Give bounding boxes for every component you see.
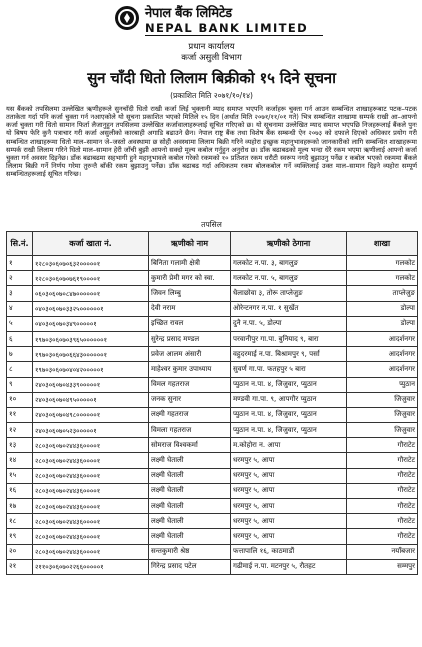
table-row (7, 423, 418, 438)
published-date: (प्रकाशित मिति २०७१/१०/१४) (170, 91, 253, 100)
branch-cell: जिजुवार (347, 407, 418, 422)
table-row (7, 559, 418, 574)
table-row (7, 514, 418, 529)
branch-cell: नयाँबजार (347, 544, 418, 559)
account-number-cell: २८०३०६०७०२४४३६००००१ (33, 453, 149, 468)
account-number-cell: २४०३०६०७०५२३०००००१ (33, 423, 149, 438)
branch-cell: गौराटेट (347, 529, 418, 544)
header-rule (145, 35, 323, 36)
borrower-name-cell: लक्ष्मी घेताली (149, 483, 231, 498)
serial-cell: १० (7, 392, 33, 407)
serial-cell: १ (7, 256, 33, 271)
serial-cell: ९ (7, 377, 33, 392)
borrower-address-cell: धरमपुर ५, आपा (231, 514, 347, 529)
borrower-name-cell: गिरेन्द्र प्रसाद पटेल (149, 559, 231, 574)
borrower-address-cell: प्युठान न.पा. ४, जिजुवार, प्युठान (231, 407, 347, 422)
serial-cell: ३ (7, 286, 33, 301)
borrower-address-cell: फत्तापालि १६, काठमाडौं (231, 544, 347, 559)
branch-cell: गौराटेट (347, 499, 418, 514)
branch-cell: ताप्लेजुङ (347, 286, 418, 301)
serial-cell: १४ (7, 453, 33, 468)
bank-name-nepali: नेपाल बैंक लिमिटेड (145, 6, 232, 21)
borrower-address-cell: वहुदरमाई न.पा. बिश्रामपुर ९, पर्सा (231, 347, 347, 362)
serial-cell: ८ (7, 362, 33, 377)
borrower-name-cell: देवी नराम (149, 301, 231, 316)
table-row (7, 544, 418, 559)
borrower-name-cell: लक्ष्मी घेताली (149, 453, 231, 468)
borrower-name-cell: सन्तकुमारी श्रेष्ठ (149, 544, 231, 559)
borrower-address-cell: धरमपुर ५, आपा (231, 468, 347, 483)
account-number-cell: २११०३०६०७०२२६६०००००१ (33, 559, 149, 574)
borrower-address-cell: धरमपुर ५, आपा (231, 483, 347, 498)
serial-cell: ६ (7, 331, 33, 346)
serial-cell: १६ (7, 483, 33, 498)
branch-cell: प्युठान (347, 377, 418, 392)
notice-body-text: यस बैंकको तपसिलमा उल्लेखित ऋणीहरूले सुनचाँदी धितो राखी कर्जा लिई भुक्तानी म्याद समाप्त भएपनि कर्जाहरू चुक्ता गर्न आउन सम्बन्धित शाखाहरूबाट पटक–पटक तताकेता गर्दा पनि कर्जा चुक्ता गर्न नआएकोले यो सूचना प्रकाशित भएको मितिले १५ दिन (अर्थात मिति २०७१/११/०१ गते) भित्र सम्बन्धित शाखामा सम्पर्क राखी आ–आफ्नो कर्जा चुक्ता गरी धितो सामान फिर्ता लैजानुहुन तपसिलमा उल्लेखित कर्जावालाहरूलाई सूचित गरिएको छ। यो सूचनामा उल्लेखित म्याद समाप्त भएपछि निजहरूलाई बैंकले पुनः यो बिषय फेरि कुनै पत्राचार गरी कर्जा असुलीको कारबाही अगाडि बढाउने छैन। नेपाल राष्ट्र बैंक तथा विशेष बैंक सम्बन्धी ऐन २०७३ को दफाले दिएको अधिकार प्रयोग गरी सम्बन्धित शाखाहरूमा धितो माल–सामान जे–जस्तो अवस्थामा छ सोही अवस्थामा लिलाम बिक्री गरिने व्यहोरा इच्छुक महानुभावहरूको जानकारीको लागि सम्बन्धित शाखाहरूमा सम्पर्क राखी लिलाम गरिने धितो माल–सामान हेरी जाँची बुझी आफ्नो सक्दो मूल्य कबोल गर्नुहुन अनुरोध छ। डाँक बढाबढको मूल्य भन्दा धेरै रकम भएमा ऋणीलाई आफ्नो कर्जा चुक्ता गर्न अवसर दिइनेछ। डाँक बढाबढमा सहभागी हुने महानुभावले कबोल गरेको रकमको १० प्रतिशत रकम धरौटी स्वरूप नगदै बुझाउनु पर्नेछ र कबोल भएको रकममा बैंकले लिलाम बिक्री गर्ने निर्णय गरेमा तुरुन्तै बाँकी रकम बुझाउनु पर्नेछ। डाँक बढाबढ गर्दा अधिकतम रकम बोलकबोल गर्ने व्यक्तिलाई उक्त माल–सामान दिइने व्यहोरा सम्पूर्ण सम्बन्धितहरूलाई सूचित गरिन्छ। (6, 105, 417, 179)
account-number-cell: २८०३०६०७०२४४३६००००१ (33, 483, 149, 498)
table-row (7, 453, 418, 468)
borrower-name-cell: लक्ष्मी घेताली (149, 468, 231, 483)
notice-title: सुन चाँदी धितो लिलाम बिक्रीको १५ दिने सूचना (87, 69, 336, 87)
borrower-address-cell: मण्डवी गा.पा. ९, आपगौर प्युठान (231, 392, 347, 407)
branch-cell: गलकोट (347, 256, 418, 271)
account-number-cell: १९७०३०६०७०४०४२०००००१ (33, 362, 149, 377)
table-row (7, 499, 418, 514)
serial-cell: ११ (7, 407, 33, 422)
table-row (7, 362, 418, 377)
borrower-table (6, 231, 418, 575)
branch-cell: गौराटेट (347, 438, 418, 453)
borrower-name-cell: सोमराज विश्वकर्मा (149, 438, 231, 453)
bank-emblem-icon (114, 5, 140, 31)
table-row (7, 468, 418, 483)
borrower-name-cell: कुमारी प्रेमी मगर को स्वा. (149, 271, 231, 286)
borrower-name-cell: इच्छित रावल (149, 316, 231, 331)
serial-cell: १९ (7, 529, 33, 544)
serial-cell: १२ (7, 423, 33, 438)
borrower-name-cell: लक्ष्मी घेताली (149, 529, 231, 544)
table-header-row (7, 232, 418, 256)
borrower-address-cell: दुनै न.पा. ५, डोल्पा (231, 316, 347, 331)
col-header-branch: शाखा (347, 232, 418, 256)
borrower-name-cell: विमला गहतराज (149, 423, 231, 438)
table-row (7, 286, 418, 301)
account-number-cell: २८०३०६०७०२४४३६००००१ (33, 544, 149, 559)
borrower-address-cell: प्युठान न.पा. ४, जिजुवार, प्युठान (231, 423, 347, 438)
bank-header (6, 2, 417, 38)
account-number-cell: १९७०३०६०७०३९६५००००००१ (33, 331, 149, 346)
borrower-name-cell: प्रवेज आलम अंसारी (149, 347, 231, 362)
table-row (7, 377, 418, 392)
branch-cell: आदर्शनगर (347, 347, 418, 362)
table-row (7, 407, 418, 422)
table-body (7, 256, 418, 575)
serial-cell: ४ (7, 301, 33, 316)
account-number-cell: १९७०३०६०७०६६४३००००००१ (33, 347, 149, 362)
serial-cell: ५ (7, 316, 33, 331)
account-number-cell: २८०३०६०७०२४४३६००००१ (33, 529, 149, 544)
borrower-address-cell: सुवर्ण गा.पा. फतहपुर ५ बारा (231, 362, 347, 377)
branch-cell: गौराटेट (347, 483, 418, 498)
bank-name-english: NEPAL BANK LIMITED (145, 21, 309, 35)
account-number-cell: २८०३०६०७०२४४३६००००१ (33, 499, 149, 514)
serial-cell: १८ (7, 514, 33, 529)
borrower-name-cell: लक्ष्मी घेताली (149, 499, 231, 514)
borrower-name-cell: लक्ष्मी गहतराज (149, 407, 231, 422)
branch-cell: गौराटेट (347, 468, 418, 483)
col-header-address: ऋणीको ठेगाना (231, 232, 347, 256)
department-label: कर्जा असुली विभाग (181, 53, 242, 63)
branch-cell: डोल्पा (347, 316, 418, 331)
borrower-address-cell: धरमपुर ५, आपा (231, 529, 347, 544)
col-header-borrower-name: ऋणीको नाम (149, 232, 231, 256)
account-number-cell: ०४०३०६०७०३३२५००००००१ (33, 301, 149, 316)
account-number-cell: ०४०३०६०७०३४९०००००१ (33, 316, 149, 331)
table-row (7, 347, 418, 362)
borrower-address-cell: म.कोहोरा न. आपा (231, 438, 347, 453)
branch-cell: जिजुवार (347, 423, 418, 438)
serial-cell: ७ (7, 347, 33, 362)
borrower-address-cell: गलकोट न.पा. ३, बागलुङ (231, 256, 347, 271)
branch-cell: डोल्पा (347, 301, 418, 316)
account-number-cell: २४०३०६०७०४९५०००००१ (33, 392, 149, 407)
branch-cell: आदर्शनगर (347, 331, 418, 346)
account-number-cell: २८०३०६०७०२४४३६००००१ (33, 438, 149, 453)
borrower-name-cell: लक्ष्मी घेताली (149, 514, 231, 529)
branch-cell: सम्मपुर (347, 559, 418, 574)
branch-cell: गौराटेट (347, 453, 418, 468)
table-row (7, 256, 418, 271)
table-row (7, 316, 418, 331)
account-number-cell: १२८०३०६०७०७६१९००००१ (33, 271, 149, 286)
borrower-address-cell: ओरेन्टनगर न.पा. १ सुर्खेत (231, 301, 347, 316)
borrower-address-cell: प्युठान न.पा. ४, जिजुवार, प्युठान (231, 377, 347, 392)
borrower-name-cell: सुरेन्द्र प्रसाद मण्डल (149, 331, 231, 346)
col-header-serial: सि.नं. (7, 232, 33, 256)
table-row (7, 529, 418, 544)
schedule-label: तपसिल (201, 220, 222, 229)
branch-cell: जिजुवार (347, 392, 418, 407)
borrower-address-cell: धरमपुर ५, आपा (231, 453, 347, 468)
table-row (7, 271, 418, 286)
serial-cell: १७ (7, 499, 33, 514)
serial-cell: २१ (7, 559, 33, 574)
branch-cell: आदर्शनगर (347, 362, 418, 377)
table-row (7, 392, 418, 407)
account-number-cell: २४०३०६०७०४९८००००००१ (33, 407, 149, 422)
table-row (7, 301, 418, 316)
borrower-address-cell: गढीमाई न.पा. मटनपुर ५, रौतहट (231, 559, 347, 574)
serial-cell: २ (7, 271, 33, 286)
table-row (7, 438, 418, 453)
account-number-cell: २८०३०६०७०२४४३६००००१ (33, 468, 149, 483)
borrower-address-cell: धरमपुर ५, आपा (231, 499, 347, 514)
borrower-name-cell: बिनिता गलामी क्षेत्री (149, 256, 231, 271)
borrower-address-cell: परवानीपुर गा.पा. बुनियाद ९, बारा (231, 331, 347, 346)
serial-cell: १५ (7, 468, 33, 483)
account-number-cell: २८०३०६०७०२४४३६००००१ (33, 514, 149, 529)
borrower-address-cell: गलकोट न.पा. ५, बागलुङ (231, 271, 347, 286)
borrower-name-cell: जिवन लिम्बु (149, 286, 231, 301)
borrower-name-cell: माहेश्वर कुमार उपाध्याय (149, 362, 231, 377)
table-row (7, 483, 418, 498)
branch-cell: गलकोट (347, 271, 418, 286)
col-header-account: कर्जा खाता नं. (33, 232, 149, 256)
serial-cell: २० (7, 544, 33, 559)
office-label: प्रधान कार्यालय (188, 42, 235, 52)
borrower-address-cell: धैलाछोवा ३, तोरू ताप्लेजुङ (231, 286, 347, 301)
branch-cell: गौराटेट (347, 514, 418, 529)
table-row (7, 331, 418, 346)
account-number-cell: २४०३०६०७०४३३९०००००१ (33, 377, 149, 392)
borrower-name-cell: जनक सुनार (149, 392, 231, 407)
borrower-name-cell: विमल गहतराज (149, 377, 231, 392)
account-number-cell: ०६०३०६०७०८४७००००००१ (33, 286, 149, 301)
serial-cell: १३ (7, 438, 33, 453)
account-number-cell: १२८०३०६०७०६३२०००००१ (33, 256, 149, 271)
